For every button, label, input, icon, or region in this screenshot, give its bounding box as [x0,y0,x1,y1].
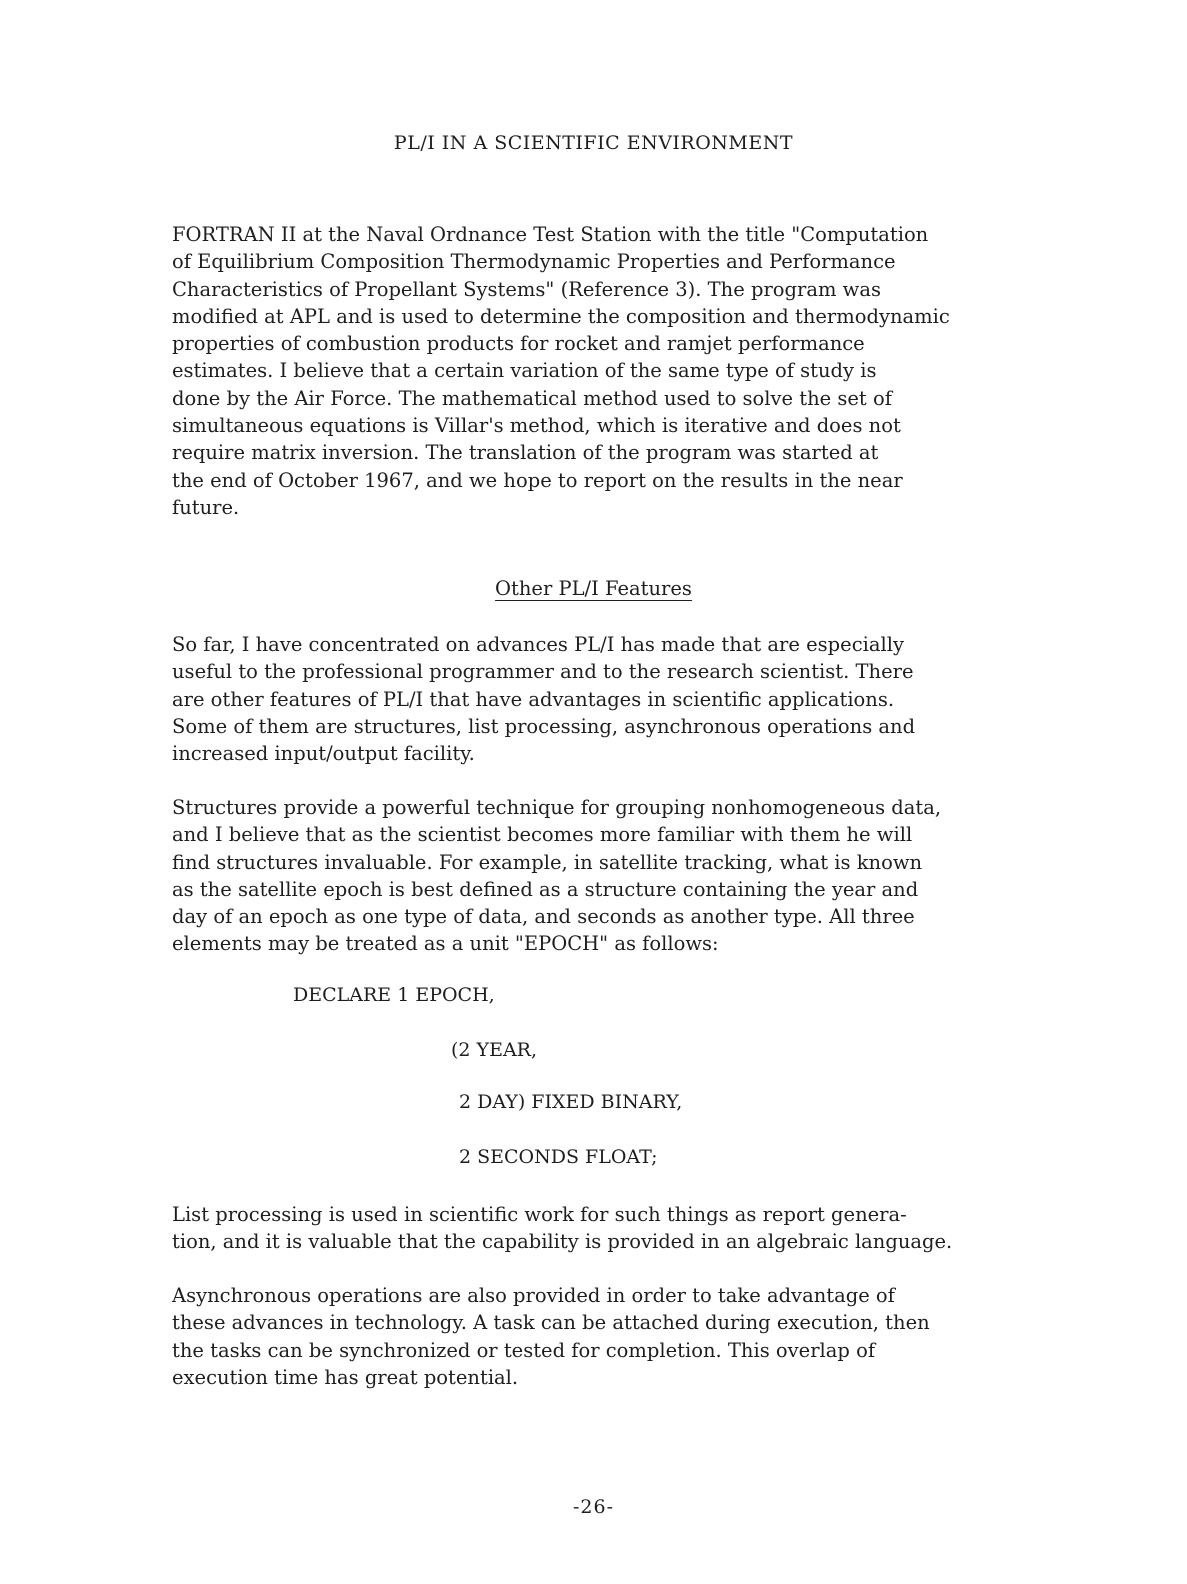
text-line: FORTRAN II at the Naval Ordnance Test Station with the title "Computation [172,223,929,246]
section-heading-text: Other PL/I Features [495,577,692,600]
text-line: Characteristics of Propellant Systems" (Reference 3). The program was [172,277,881,301]
paragraph-other-features [172,631,1122,767]
text-line: execution time has great potential. [172,1365,519,1389]
text-line: estimates. I believe that a certain variation of the same type of study is [172,359,877,383]
text-line: done by the Air Force. The mathematical method used to solve the set of [172,386,892,410]
text-line: Structures provide a powerful technique for grouping nonhomogeneous data, [172,796,942,819]
page-number: -26- [572,1496,615,1518]
paragraph-structures [172,794,1122,958]
text-line: useful to the professional programmer and to the research scientist. There [172,660,914,684]
text-line: of Equilibrium Composition Thermodynamic Properties and Performance [172,250,896,274]
text-line: List processing is used in scientific work for such things as report genera- [172,1203,907,1226]
text-line: tion, and it is valuable that the capability is provided in an algebraic language. [172,1230,953,1254]
text-line: are other features of PL/I that have advantages in scientific applications. [172,687,895,711]
text-line: as the satellite epoch is best defined as a structure containing the year and [172,877,919,901]
code-line: 2 SECONDS FLOAT; [459,1146,658,1168]
text-line: find structures invaluable. For example, in satellite tracking, what is known [172,850,923,874]
text-line: So far, I have concentrated on advances PL/I has made that are especially [172,633,904,656]
text-line: require matrix inversion. The translation of the program was started at [172,441,879,465]
text-line: Asynchronous operations are also provided in order to take advantage of [172,1284,895,1307]
code-line: DECLARE 1 EPOCH, [293,984,495,1006]
text-line: modified at APL and is used to determine the composition and thermodynamic [172,304,950,328]
code-line: (2 YEAR, [451,1039,538,1061]
text-line: increased input/output facility. [172,742,475,766]
text-line: simultaneous equations is Villar's method, which is iterative and does not [172,414,901,438]
section-heading [0,577,1187,600]
text-line: the end of October 1967, and we hope to report on the results in the near [172,468,903,492]
paragraph-fortran-translation [172,221,1122,521]
text-line: day of an epoch as one type of data, and seconds as another type. All three [172,905,915,929]
paragraph-asynchronous [172,1282,1122,1391]
text-line: elements may be treated as a unit "EPOCH" as follows: [172,932,719,956]
text-line: future. [172,495,240,519]
text-line: properties of combustion products for rocket and ramjet performance [172,332,865,356]
text-line: Some of them are structures, list processing, asynchronous operations and [172,714,916,738]
text-line: and I believe that as the scientist becomes more familiar with them he will [172,823,913,847]
running-title: PL/I IN A SCIENTIFIC ENVIRONMENT [393,132,794,154]
paragraph-list-processing [172,1201,1122,1256]
text-line: these advances in technology. A task can be attached during execution, then [172,1311,930,1335]
text-line: the tasks can be synchronized or tested for completion. This overlap of [172,1338,876,1362]
code-line: 2 DAY) FIXED BINARY, [459,1091,683,1113]
